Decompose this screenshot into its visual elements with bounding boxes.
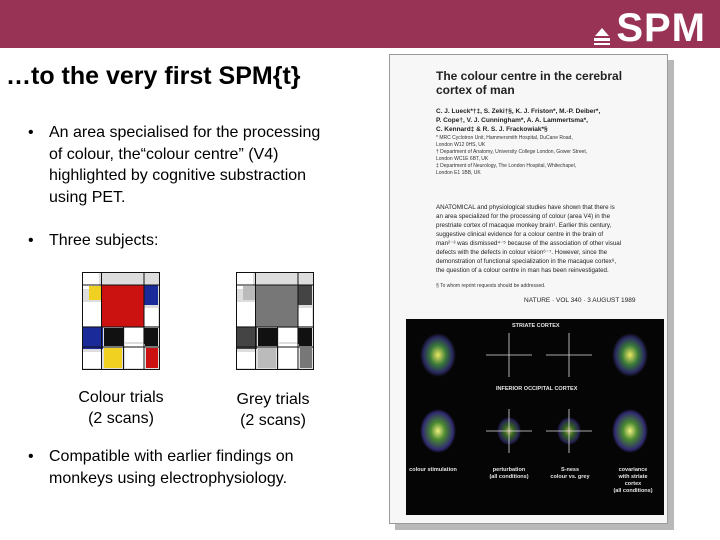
nature-paper-image [389, 54, 668, 524]
bullet-icon: • [28, 448, 34, 465]
inferior-occipital-label: INFERIOR OCCIPITAL CORTEX [496, 386, 578, 392]
bullet-icon: • [28, 232, 34, 249]
brain-row-bottom [420, 409, 648, 453]
figure-column-label: colour stimulation [409, 467, 457, 473]
paper-authors: C. J. Lueck*†‡, S. Zeki†§, K. J. Friston*, M.-P. Deiber*, P. Cope†, V. J. Cunningham*, A. A. Lammertsma*, C. Kennard‡ & R. S. J. Frackowiak*§ [436, 108, 601, 133]
brain-row-top [420, 333, 648, 377]
bullet-line: of colour, the“colour centre” (V4) [49, 145, 279, 163]
header-bar [0, 0, 720, 48]
figure-column-label: covariance with striate cortex (all conditions) [613, 467, 653, 494]
figure-column-label: S-ness colour vs. grey [550, 467, 590, 480]
colour-trials-caption: Colour trials (2 scans) [78, 389, 164, 427]
pet-brain-figure [406, 319, 664, 515]
paper-citation: NATURE · VOL 340 · 3 AUGUST 1989 [524, 297, 636, 304]
spm-logo [594, 8, 706, 48]
paper-title: The colour centre in the cerebral cortex of man [436, 69, 623, 97]
paper-abstract: ANATOMICAL and physiological studies have shown that there is an area specialized for the processing of colour (area V4) in the prestriate cortex of macaque monkey brain¹. Earlier this century, suggestive clinical evidence for a colour centre in the brain of man²⁻³ was dismissed⁴⁻⁵ because of the association of other visual defects with the defects in colour vision⁶⁻⁷. However, since the demonstration of functional specialization in the macaque cortex⁸, the question of a colour centre in man has been reinvestigated. [436, 204, 622, 274]
paper-affiliations: * MRC Cyclotron Unit, Hammersmith Hospital, DuCane Road, London W12 0HS, UK † Department of Anatomy, University College London, Gower Street, London WC1E 6BT, UK ‡ Department of Neurology, The London Hospital, Whitechapel, London E1 1BB, UK [436, 135, 588, 176]
grey-mondrian-image [236, 272, 314, 370]
bullet-line: An area specialised for the processing [49, 124, 321, 141]
bullet-line: Three subjects: [49, 232, 159, 249]
paper-footnote: § To whom reprint requests should be addressed. [436, 283, 546, 289]
slide-title: …to the very first SPM{t} [6, 62, 301, 90]
bullet-line: using PET. [49, 188, 126, 206]
bullet-line: highlighted by cognitive substraction [49, 167, 307, 184]
ucl-dome-icon [594, 28, 610, 48]
bullet-icon: • [28, 124, 34, 141]
logo-text: SPM [616, 6, 706, 50]
striate-cortex-label: STRIATE CORTEX [512, 323, 560, 329]
grey-trials-caption: Grey trials (2 scans) [236, 391, 310, 429]
bullet-line: monkeys using electrophysiology. [49, 469, 288, 487]
colour-mondrian-image [82, 272, 160, 370]
figure-column-label: perturbation (all conditions) [489, 467, 529, 480]
bullet-line: Compatible with earlier findings on [49, 448, 294, 465]
